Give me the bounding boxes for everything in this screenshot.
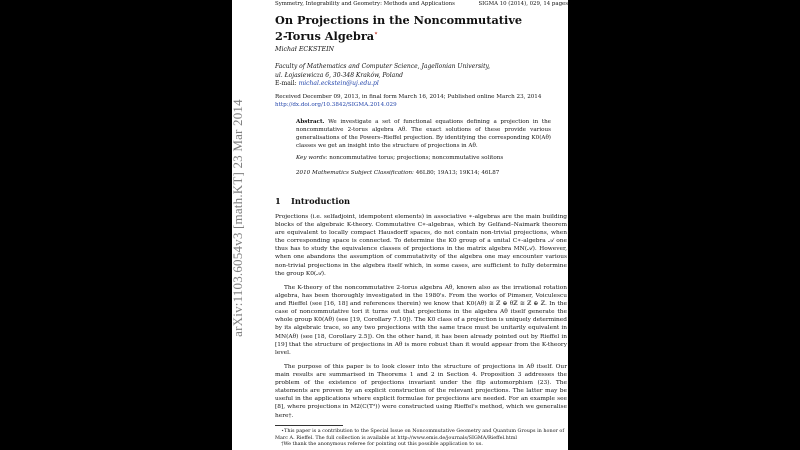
msc-label: 2010 Mathematics Subject Classification: (296, 170, 414, 176)
author-name: Michał ECKSTEIN (275, 46, 335, 53)
footnote-2: †We thank the anonymous referee for pointing out this possible application to us. (281, 441, 483, 448)
running-head (275, 0, 568, 8)
affiliation-line-1: Faculty of Mathematics and Computer Science, Jagellonian University, (275, 63, 490, 70)
title-line-1: On Projections in the Noncommutative (275, 13, 523, 27)
keywords-label: Key words: (296, 155, 328, 161)
section-title: Introduction (291, 196, 351, 206)
paragraph-2: The K-theory of the noncommutative 2-torus algebra Aθ, known also as the irrational rotation algebra, has been thoroughly investigated in the 1980's. From the works of Pimsner, Voiculescu and Rieffel (see [16, 18] and references therein) we know that K0(Aθ) ≅ ℤ ⊕ θℤ ≅ ℤ ⊕ ℤ. In the case of noncommutative tori it turns out that projections in the algebra Aθ itself generate the whole group K0(Aθ) (see [19, Corollary 7.10]). The K0 class of a projection is uniquely determined by its algebraic trace, so any two projections with the same trace must be unitarily equivalent in MN(Aθ) (see [18, Corollary 2.5]). On the other hand, it has been already pointed out by Rieffel in [19] that the structure of projections in Aθ is more robust than it would appear from the K-theory level. (275, 285, 567, 356)
arxiv-stamp (231, 98, 245, 338)
abstract (296, 118, 551, 150)
journal-name: Symmetry, Integrability and Geometry: Methods and Applications (275, 1, 455, 7)
abstract-text: We investigate a set of functional equations defining a projection in the noncommutative 2-torus algebra Aθ. The exact solutions of these provide various generalisations of the Powers–Rieffel projection. By identifying the corresponding K0(Aθ) classes we get an insight into the structure of projections in Aθ. (296, 119, 551, 149)
footnote-1: ⋆This paper is a contribution to the Special Issue on Noncommutative Geometry and Quantum Groups in honor of Marc A. Rieffel. The full collection is available at http://www.emis.de/journals/SIGMA/Rieffel.html (275, 428, 565, 441)
email-link[interactable]: michal.eckstein@uj.edu.pl (298, 80, 379, 87)
msc-text: 46L80; 19A13; 19K14; 46L87 (415, 170, 500, 176)
title-line-2 (275, 27, 565, 43)
footnotes (275, 428, 567, 448)
affiliation-line-2: ul. Łojasiewicza 6, 30-348 Kraków, Poland (275, 72, 403, 79)
email-label: E-mail: (275, 80, 297, 87)
email-line (275, 80, 379, 88)
doi-link[interactable]: http://dx.doi.org/10.3842/SIGMA.2014.029 (275, 102, 397, 108)
keywords-text: noncommutative torus; projections; noncommutative solitons (329, 155, 504, 161)
paragraph-1: Projections (i.e. selfadjoint, idempotent elements) in associative ∗-algebras are the main building blocks of the algebraic K-theory. Commutative C∗-algebras, which by Gelfand–Naimark theorem are equivalent to locally compact Hausdorff spaces, do not contain non-trivial projections, when the corresponding space is connected. To determine the K0 group of a unital C∗-algebra 𝒜 one thus has to study the equivalence classes of projections in the matrix algebra MN(𝒜). However, when one abandons the assumption of commutativity of the algebra one may encounter various non-trivial projections in the algebra itself which, in some cases, are sufficient to fully determine the group K0(𝒜). (275, 214, 567, 277)
received-dates: Received December 09, 2013, in final form March 16, 2014; Published online March 23, 2014 (275, 94, 542, 100)
section-heading (275, 196, 350, 206)
keywords (296, 154, 551, 162)
abstract-label: Abstract. (296, 119, 325, 125)
footnote-rule (275, 425, 343, 426)
section-number: 1 (275, 196, 281, 206)
msc-classification (296, 169, 551, 177)
paper-title (275, 13, 565, 43)
paragraph-3: The purpose of this paper is to look closer into the structure of projections in Aθ itself. Our main results are summarised in Theorems 1 and 2 in Section 4. Proposition 3 addresses the problem of the existence of projections invariant under the flip automorphism (23). The statements are proven by an explicit construction of the relevant projections. The latter may be useful in the applications where explicit formulae for projections are needed. For an example see [8], where projections in M2(C(T²)) were constructed using Rieffel's method, which we generalise here†. (275, 364, 567, 419)
publication-info (275, 93, 568, 109)
journal-citation: SIGMA 10 (2014), 029, 14 pages (478, 1, 568, 7)
affiliation (275, 62, 565, 80)
title-line-2-text: 2-Torus Algebra (275, 28, 375, 43)
title-footnote-mark[interactable]: ⋆ (374, 30, 378, 37)
arxiv-stamp-text: arXiv:1103.6054v3 [math.KT] 23 Mar 2014 (230, 99, 245, 337)
